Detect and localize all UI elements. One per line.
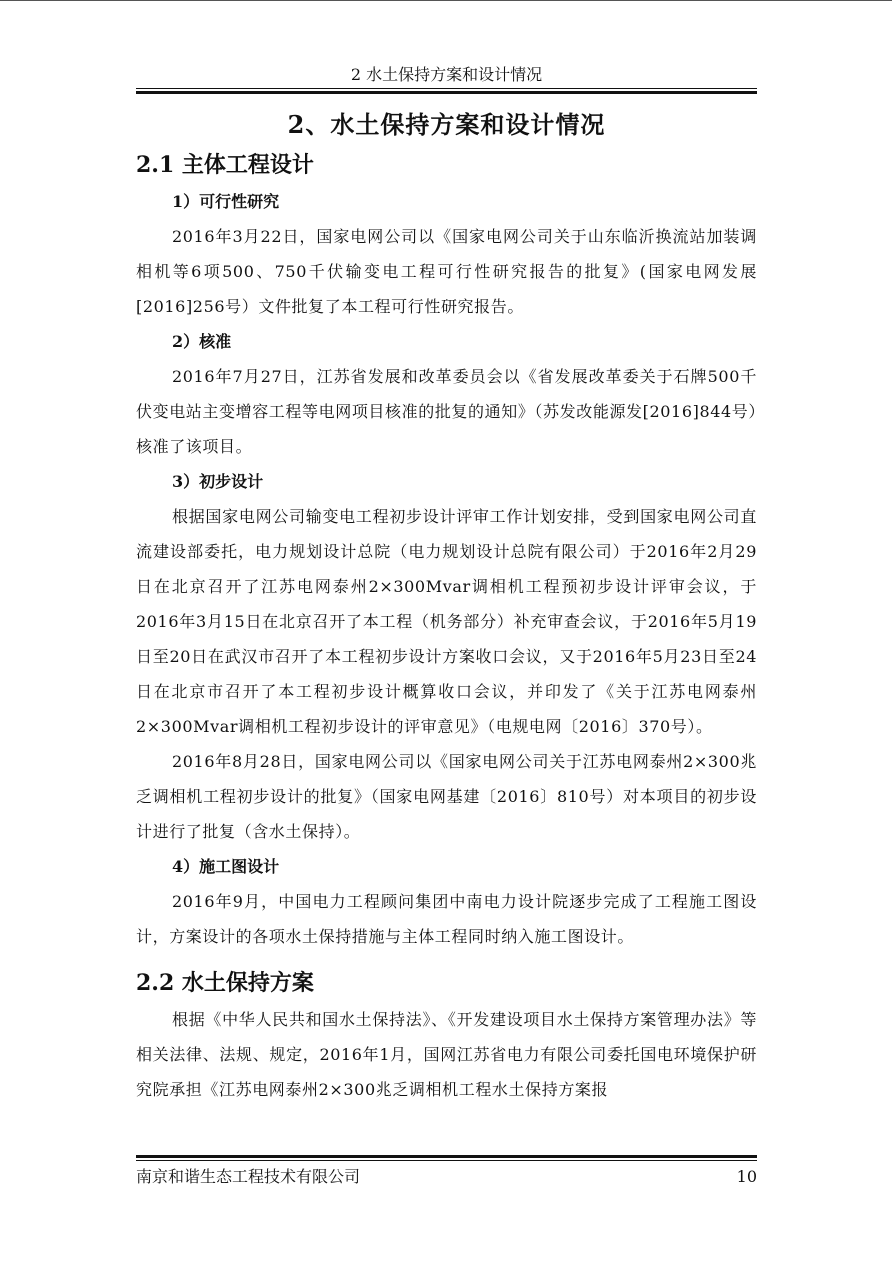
paragraph-preliminary-design-1: 根据国家电网公司输变电工程初步设计评审工作计划安排，受到国家电网公司直流建设部委托，电力规划设计总院（电力规划设计总院有限公司）于2016年2月29日在北京召开了江苏电网泰州2×300Mvar调相机工程预初步设计评审会议，于2016年3月15日在北京召开了本工程（机务部分）补充审查会议，于2016年5月19日至20日在武汉市召开了本工程初步设计方案收口会议，又于2016年5月23日至24日在北京市召开了本工程初步设计概算收口会议，并印发了《关于江苏电网泰州2×300Mvar调相机工程初步设计的评审意见》（电规电网〔2016〕370号）。: [136, 507, 757, 736]
chapter-title: 2、水土保持方案和设计情况: [287, 110, 606, 139]
footer-rule-thick: [136, 1155, 757, 1158]
page-content: [136, 104, 757, 1107]
paragraph-feasibility: 2016年3月22日，国家电网公司以《国家电网公司关于山东临沂换流站加装调相机等6项500、750千伏输变电工程可行性研究报告的批复》(国家电网发展[2016]256号）文件批复了本工程可行性研究报告。: [136, 227, 757, 316]
footer-rule-thin: [136, 1160, 757, 1161]
running-header: 2 水土保持方案和设计情况: [350, 65, 543, 84]
paragraph-approval: 2016年7月27日，江苏省发展和改革委员会以《省发展改革委关于石牌500千伏变电站主变增容工程等电网项目核准的批复的通知》（苏发改能源发[2016]844号）核准了该项目。: [136, 367, 757, 456]
footer-company: 南京和谐生态工程技术有限公司: [136, 1167, 361, 1186]
subsection-approval-title: 2）核准: [172, 332, 232, 351]
section-2-2-title: 2.2 水土保持方案: [136, 970, 314, 996]
subsection-preliminary-design-title: 3）初步设计: [172, 472, 264, 491]
paragraph-soil-conservation-plan: 根据《中华人民共和国水土保持法》、《开发建设项目水土保持方案管理办法》等相关法律、法规、规定，2016年1月，国网江苏省电力有限公司委托国电环境保护研究院承担《江苏电网泰州2×300兆乏调相机工程水土保持方案报: [136, 1010, 757, 1099]
header-rule-thin: [136, 88, 757, 89]
subsection-construction-drawing-title: 4）施工图设计: [172, 857, 280, 876]
page-top-border: [0, 0, 892, 1]
paragraph-construction-drawing: 2016年9月，中国电力工程顾问集团中南电力设计院逐步完成了工程施工图设计，方案设计的各项水土保持措施与主体工程同时纳入施工图设计。: [136, 892, 757, 946]
paragraph-preliminary-design-2: 2016年8月28日，国家电网公司以《国家电网公司关于江苏电网泰州2×300兆乏调相机工程初步设计的批复》（国家电网基建〔2016〕810号）对本项目的初步设计进行了批复（含水土保持）。: [136, 752, 757, 841]
header-rule-thick: [136, 91, 757, 94]
section-2-1-title: 2.1 主体工程设计: [136, 152, 314, 178]
subsection-feasibility-title: 1）可行性研究: [172, 192, 280, 211]
footer-page-number: 10: [736, 1167, 757, 1186]
